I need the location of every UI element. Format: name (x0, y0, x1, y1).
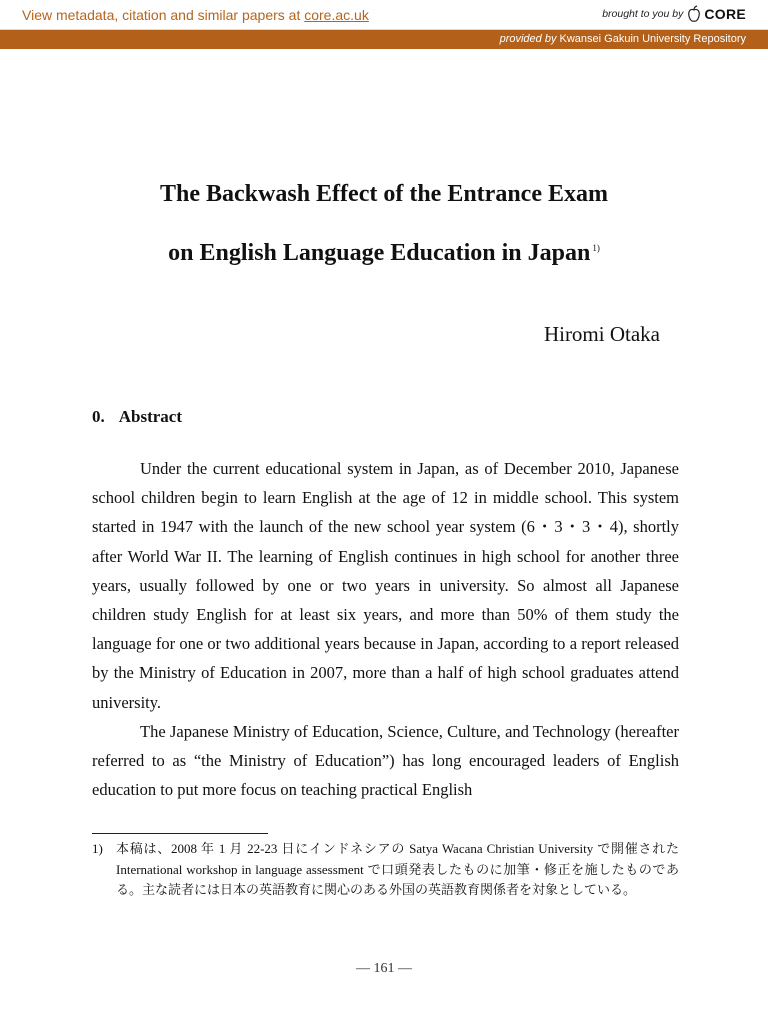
footnote (92, 839, 679, 901)
core-link-prefix: View metadata, citation and similar papers at (22, 7, 305, 23)
core-banner (0, 0, 768, 30)
footnote-marker: 1) (92, 841, 103, 856)
title-footnote-ref[interactable]: 1) (592, 243, 600, 253)
section-heading (92, 407, 182, 427)
provider-text (500, 33, 746, 45)
provided-by-label: provided by (499, 33, 557, 45)
section-number: 0. (92, 407, 105, 426)
section-title: Abstract (118, 407, 183, 426)
author-name: Hiromi Otaka (543, 322, 660, 346)
brought-to-you-label: brought to you by (602, 8, 684, 20)
core-logo-text: CORE (704, 6, 746, 22)
paragraph: The Japanese Ministry of Education, Science, Culture, and Technology (hereafter referred to as “the Ministry of Education”) has long encouraged leaders of English education to put more focus on teaching practical English (92, 721, 679, 800)
paper-title-line-2 (0, 240, 768, 267)
provider-name[interactable]: Kwansei Gakuin University Repository (559, 33, 746, 45)
paper-title-text: on English Language Education in Japan (168, 240, 591, 266)
page-number: — 161 — (356, 961, 412, 976)
abstract-body (92, 454, 679, 804)
core-metadata-link-row (22, 7, 369, 23)
paragraph: Under the current educational system in Japan, as of December 2010, Japanese school children begin to learn English at the age of 12 in middle school. This system started in 1947 with the launch of the new school year system (6・3・3・4), shortly after World War II. The learning of English continues in high school for another three years, usually followed by one or two years in university. So almost all Japanese children study English for at least six years, and more than 50% of them study the language for one or two additional years because in Japan, according to a report released by the Ministry of Education in 2007, more than a half of high school graduates attend university. (92, 459, 679, 712)
core-apple-icon (687, 5, 701, 23)
footnote-text: 本稿は、2008 年 1 月 22-23 日にインドネシアの Satya Wacana Christian University で開催された International workshop in language assessment で口頭発表したものに加筆・修正を施したものである。主な読者には日本の英語教育に関心のある外国の英語教育関係者を対象としている。 (116, 841, 679, 897)
provider-strip (0, 30, 768, 49)
core-brand[interactable] (602, 5, 746, 23)
paper-title-line-1: The Backwash Effect of the Entrance Exam (160, 181, 608, 207)
core-link[interactable]: core.ac.uk (304, 7, 369, 23)
footnote-divider (92, 833, 268, 834)
